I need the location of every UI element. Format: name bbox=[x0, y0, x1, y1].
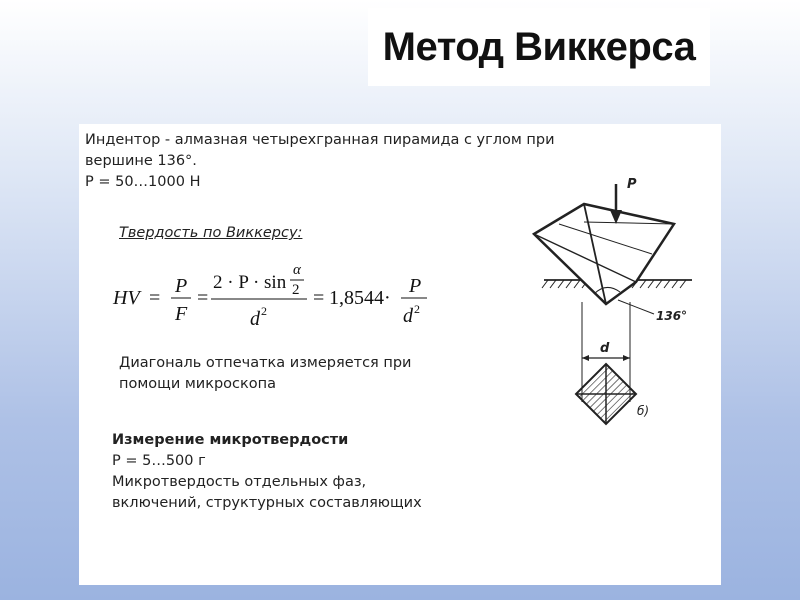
page-title: Метод Виккерса bbox=[382, 24, 696, 69]
microhardness-line-2: включений, структурных составляющих bbox=[112, 495, 422, 511]
formula-sq-2: 2 bbox=[414, 302, 420, 316]
intro-load: P = 50…1000 Н bbox=[85, 174, 201, 190]
force-label: P bbox=[627, 177, 637, 192]
formula-eq-3: = bbox=[313, 287, 325, 309]
microhardness-block bbox=[112, 430, 492, 514]
formula-sq-1: 2 bbox=[261, 304, 267, 318]
formula-two: 2 bbox=[292, 282, 300, 298]
d-label: d bbox=[600, 341, 610, 356]
formula-d-2: d bbox=[403, 305, 413, 327]
sub-label: б) bbox=[637, 404, 650, 418]
formula-eq-2: = bbox=[197, 287, 209, 309]
diagonal-line-2: помощи микроскопа bbox=[119, 376, 277, 392]
formula-hv: HV bbox=[113, 287, 140, 309]
formula-numerator: 2 · P · sin bbox=[213, 272, 287, 293]
formula-coef: 1,8544· bbox=[329, 287, 391, 309]
intro-line-1: Индентор - алмазная четырехгранная пирамида с углом при bbox=[85, 132, 555, 148]
indenter-diagram bbox=[524, 162, 714, 452]
intro-text bbox=[85, 130, 590, 193]
formula-d-1: d bbox=[250, 308, 260, 330]
formula-alpha: α bbox=[293, 262, 301, 278]
microhardness-load: P = 5…500 г bbox=[112, 453, 206, 469]
content-panel bbox=[79, 124, 721, 585]
angle-leader bbox=[618, 300, 654, 314]
diagonal-text bbox=[119, 353, 439, 395]
dimension-arrow-left bbox=[582, 355, 589, 361]
formula-eq-1: = bbox=[149, 287, 161, 309]
diagonal-line-1: Диагональ отпечатка измеряется при bbox=[119, 355, 412, 371]
microhardness-line-1: Микротвердость отдельных фаз, bbox=[112, 474, 367, 490]
dimension-arrow-right bbox=[623, 355, 630, 361]
title-box bbox=[368, 8, 710, 86]
microhardness-heading: Измерение микротвердости bbox=[112, 432, 349, 448]
formula-f: F bbox=[175, 303, 188, 325]
intro-line-2: вершине 136°. bbox=[85, 153, 197, 169]
pyramid-outline bbox=[534, 204, 674, 304]
angle-label: 136° bbox=[656, 309, 688, 323]
hardness-heading: Твердость по Виккерсу: bbox=[119, 225, 303, 241]
formula-p-1: P bbox=[175, 275, 188, 297]
vickers-formula bbox=[109, 252, 469, 342]
formula-p-2: P bbox=[409, 275, 422, 297]
